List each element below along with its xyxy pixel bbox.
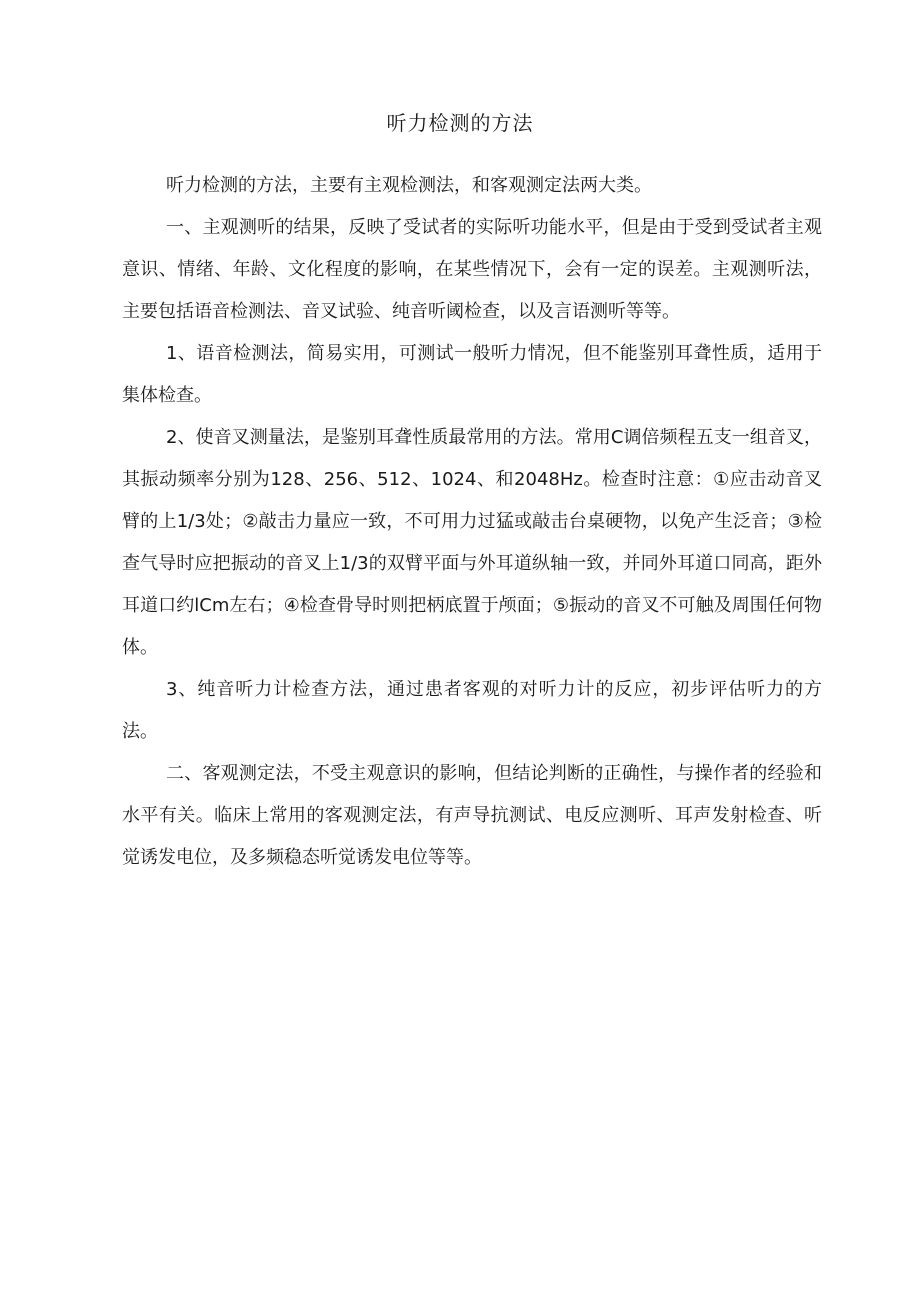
paragraph-speech-test: 1、语音检测法，简易实用，可测试一般听力情况，但不能鉴别耳聋性质，适用于集体检查。 xyxy=(122,343,822,406)
document-body xyxy=(122,165,822,879)
paragraph-tuning-fork-test: 2、使音叉测量法，是鉴别耳聋性质最常用的方法。常用C调倍频程五支一组音叉，其振动频率分别为128、256、512、1024、和2048Hz。检查时注意：①应击动音叉臂的上1/3处；②敲击力量应一致，不可用力过猛或敲击台桌硬物，以免产生泛音；③检查气导时应把振动的音叉上1/3的双臂平面与外耳道纵轴一致，并同外耳道口同高，距外耳道口约lCm左右；④检查骨导时则把柄底置于颅面；⑤振动的音叉不可触及周围任何物体。 xyxy=(122,427,822,658)
paragraph-pure-tone-audiometry: 3、纯音听力计检查方法，通过患者客观的对听力计的反应，初步评估听力的方法。 xyxy=(122,679,822,742)
document-title: 听力检测的方法 xyxy=(386,111,534,135)
paragraph-intro: 听力检测的方法，主要有主观检测法，和客观测定法两大类。 xyxy=(166,175,652,196)
paragraph-objective-tests: 二、客观测定法，不受主观意识的影响，但结论判断的正确性，与操作者的经验和水平有关。临床上常用的客观测定法，有声导抗测试、电反应测听、耳声发射检查、听觉诱发电位，及多频稳态听觉诱发电位等等。 xyxy=(122,763,822,868)
paragraph-subjective-tests: 一、主观测听的结果，反映了受试者的实际听功能水平，但是由于受到受试者主观意识、情绪、年龄、文化程度的影响，在某些情况下，会有一定的误差。主观测听法，主要包括语音检测法、音叉试验、纯音听阈检查，以及言语测听等等。 xyxy=(122,217,822,322)
